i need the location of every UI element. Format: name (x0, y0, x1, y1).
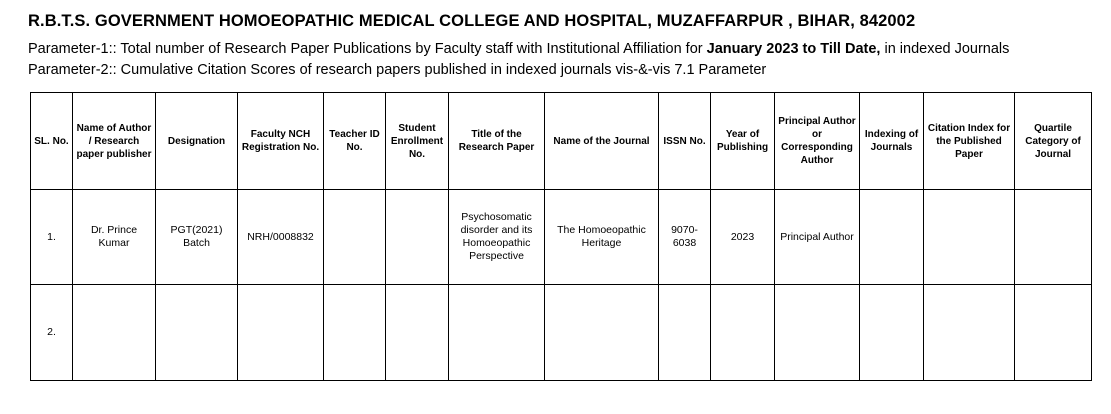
parameter-1-period: January 2023 to Till Date, (706, 41, 881, 57)
cell-author-name: Dr. Prince Kumar (73, 190, 156, 285)
header-nch-registration: Faculty NCH Registration No. (238, 93, 324, 190)
cell-issn (659, 285, 711, 381)
header-paper-title: Title of the Research Paper (449, 93, 545, 190)
cell-citation-index (924, 190, 1015, 285)
cell-paper-title (449, 285, 545, 381)
cell-designation: PGT(2021) Batch (156, 190, 238, 285)
cell-author-role (775, 285, 860, 381)
cell-citation-index (924, 285, 1015, 381)
parameter-1-text (28, 41, 1009, 57)
parameter-1-prefix: Parameter-1:: Total number of Research Paper Publications by Faculty staff with Institutional Affiliation for (28, 41, 707, 57)
cell-sl-no: 1. (31, 190, 73, 285)
cell-year (711, 285, 775, 381)
cell-journal-name: The Homoeopathic Heritage (545, 190, 659, 285)
cell-indexing (860, 190, 924, 285)
cell-nch-registration (238, 285, 324, 381)
publications-table (30, 92, 1092, 381)
header-quartile: Quartile Category of Journal (1015, 93, 1092, 190)
cell-designation (156, 285, 238, 381)
cell-quartile (1015, 190, 1092, 285)
cell-sl-no: 2. (31, 285, 73, 381)
cell-indexing (860, 285, 924, 381)
table-header-row (31, 93, 1092, 190)
college-title: R.B.T.S. GOVERNMENT HOMOEOPATHIC MEDICAL COLLEGE AND HOSPITAL, MUZAFFARPUR , BIHAR, 842002 (28, 12, 916, 30)
cell-nch-registration: NRH/0008832 (238, 190, 324, 285)
header-issn: ISSN No. (659, 93, 711, 190)
parameter-2-text: Parameter-2:: Cumulative Citation Scores of research papers published in indexed journals vis-&-vis 7.1 Parameter (28, 62, 767, 78)
header-designation: Designation (156, 93, 238, 190)
header-sl-no: SL. No. (31, 93, 73, 190)
cell-author-name (73, 285, 156, 381)
header-year: Year of Publishing (711, 93, 775, 190)
cell-quartile (1015, 285, 1092, 381)
header-citation-index: Citation Index for the Published Paper (924, 93, 1015, 190)
cell-author-role: Principal Author (775, 190, 860, 285)
cell-student-enrollment (386, 190, 449, 285)
header-student-enrollment: Student Enrollment No. (386, 93, 449, 190)
cell-journal-name (545, 285, 659, 381)
header-teacher-id: Teacher ID No. (324, 93, 386, 190)
cell-year: 2023 (711, 190, 775, 285)
header-author-role: Principal Author or Corresponding Author (775, 93, 860, 190)
table-row (31, 190, 1092, 285)
header-indexing: Indexing of Journals (860, 93, 924, 190)
cell-teacher-id (324, 285, 386, 381)
cell-issn: 9070-6038 (659, 190, 711, 285)
header-journal-name: Name of the Journal (545, 93, 659, 190)
cell-paper-title: Psychosomatic disorder and its Homoeopathic Perspective (449, 190, 545, 285)
table-row (31, 285, 1092, 381)
cell-student-enrollment (386, 285, 449, 381)
cell-teacher-id (324, 190, 386, 285)
parameter-1-suffix: in indexed Journals (880, 41, 1010, 57)
header-author-name: Name of Author / Research paper publisher (73, 93, 156, 190)
